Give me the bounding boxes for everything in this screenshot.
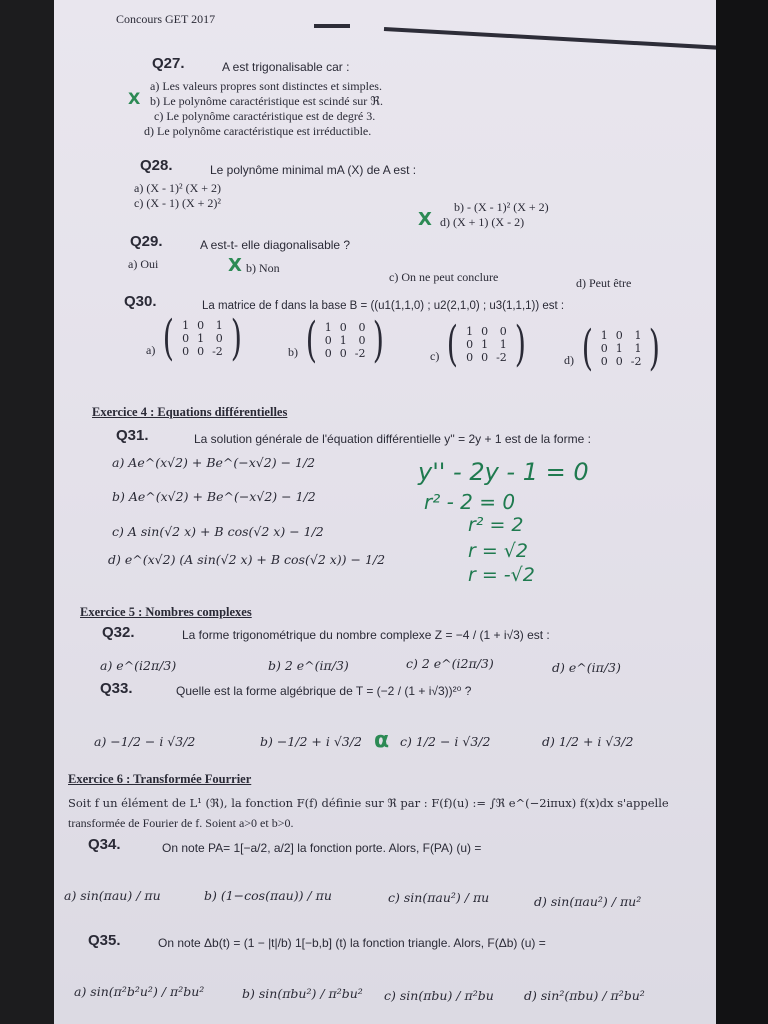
- q27-option-d: d) Le polynôme caractéristique est irréductible.: [144, 124, 372, 138]
- q28-option-a: a) (X - 1)² (X + 2): [134, 181, 221, 195]
- q27-option-c: c) Le polynôme caractéristique est de degré 3.: [154, 109, 376, 123]
- q32-option-a: a) e^(i2π/3): [100, 658, 177, 673]
- q28-question: Le polynôme minimal mA (X) de A est :: [210, 163, 417, 177]
- ex6-text-line1: Soit f un élément de L¹ (ℜ), la fonction F(f) définie sur ℜ par : F(f)(u) := ∫ℜ e^(−2iπux) f(x)dx s'appelle: [68, 796, 669, 810]
- q30-option-b: [288, 312, 388, 368]
- option-letter: b): [288, 345, 298, 359]
- section-title: Exercice 6 : Transformée Fourrier: [68, 772, 252, 786]
- q32-option-c: c) 2 e^(i2π/3): [406, 656, 494, 671]
- q35-option-c: c) sin(πbu) / π²bu: [384, 988, 494, 1003]
- q28-label: Q28.: [140, 157, 173, 174]
- section-title: Exercice 4 : Equations différentielles: [92, 405, 288, 419]
- header-rule: [384, 27, 716, 51]
- q28-option-c: c) (X - 1) (X + 2)²: [134, 196, 221, 210]
- answer-mark: X: [418, 209, 432, 230]
- q28-option-b: b) - (X - 1)² (X + 2): [454, 200, 549, 214]
- q35-option-a: a) sin(π²b²u²) / π²bu²: [74, 984, 205, 999]
- handwritten-note: r = √2: [468, 540, 529, 562]
- q30-option-c: [430, 316, 530, 372]
- q31-option-d: d) e^(x√2) (A sin(√2 x) + B cos(√2 x)) − 1/2: [108, 552, 386, 567]
- q27-question: A est trigonalisable car :: [222, 60, 350, 74]
- q28-option-d: d) (X + 1) (X - 2): [440, 215, 525, 229]
- section-title: Exercice 5 : Nombres complexes: [80, 605, 252, 619]
- q33-option-a: a) −1/2 − i √3/2: [94, 734, 196, 749]
- matrix: ( 1 0 0 0 1 0 0 0 -2 ): [305, 312, 385, 368]
- q27-label: Q27.: [152, 55, 185, 72]
- q29-option-a: a) Oui: [128, 257, 159, 271]
- q29-option-d: d) Peut être: [576, 276, 632, 290]
- option-letter: c): [430, 349, 440, 363]
- q33-option-d: d) 1/2 + i √3/2: [542, 734, 634, 749]
- q30-question: La matrice de f dans la base B = ((u1(1,1,0) ; u2(2,1,0) ; u3(1,1,1)) est :: [202, 300, 565, 312]
- q31-option-b: b) Ae^(x√2) + Be^(−x√2) − 1/2: [112, 489, 316, 504]
- handwritten-note: r = -√2: [468, 564, 535, 586]
- q34-option-b: b) (1−cos(πau)) / πu: [204, 888, 332, 903]
- matrix: ( 1 0 1 0 1 1 0 0 -2 ): [581, 320, 661, 376]
- answer-mark: X: [128, 89, 141, 108]
- q33-option-b: b) −1/2 + i √3/2: [260, 734, 362, 749]
- option-letter: d): [564, 353, 574, 367]
- q33-question: Quelle est la forme algébrique de T = (−2 / (1 + i√3))²⁰ ?: [176, 684, 472, 698]
- matrix: ( 1 0 1 0 1 0 0 0 -2 ): [163, 310, 242, 366]
- ex6-text-line2: transformée de Fourier de f. Soient a>0 et b>0.: [68, 816, 294, 830]
- q31-question: La solution générale de l'équation différentielle y'' = 2y + 1 est de la forme :: [194, 432, 591, 446]
- q29-question: A est-t- elle diagonalisable ?: [200, 238, 351, 252]
- q29-label: Q29.: [130, 233, 163, 250]
- q34-option-d: d) sin(πau²) / πu²: [534, 894, 642, 909]
- q35-question: On note Δb(t) = (1 − |t|/b) 1[−b,b] (t) la fonction triangle. Alors, F(Δb) (u) =: [158, 936, 546, 950]
- q30-label: Q30.: [124, 293, 157, 310]
- handwritten-note: y'' - 2y - 1 = 0: [418, 458, 589, 486]
- q32-label: Q32.: [102, 624, 135, 641]
- answer-mark: α: [374, 728, 390, 753]
- q32-question: La forme trigonométrique du nombre complexe Z = −4 / (1 + i√3) est :: [182, 628, 550, 642]
- q30-option-a: [146, 310, 246, 366]
- q31-option-c: c) A sin(√2 x) + B cos(√2 x) − 1/2: [112, 524, 324, 539]
- handwritten-note: r² - 2 = 0: [424, 490, 516, 514]
- q27-option-a: a) Les valeurs propres sont distinctes et simples.: [150, 79, 382, 93]
- q34-option-c: c) sin(πau²) / πu: [388, 890, 490, 905]
- q35-option-d: d) sin²(πbu) / π²bu²: [524, 988, 645, 1003]
- option-letter: a): [146, 343, 156, 357]
- q31-label: Q31.: [116, 427, 149, 444]
- q31-option-a: a) Ae^(x√2) + Be^(−x√2) − 1/2: [112, 455, 316, 470]
- q32-option-b: b) 2 e^(iπ/3): [268, 658, 349, 673]
- handwritten-note: r² = 2: [468, 514, 524, 536]
- q29-option-c: c) On ne peut conclure: [389, 270, 499, 284]
- q27-option-b: b) Le polynôme caractéristique est scindé sur ℜ.: [150, 94, 384, 108]
- answer-mark: X: [228, 255, 242, 276]
- q34-option-a: a) sin(πau) / πu: [64, 888, 161, 903]
- header-rule: [314, 24, 350, 28]
- matrix: ( 1 0 0 0 1 1 0 0 -2 ): [447, 316, 526, 372]
- exam-title: Concours GET 2017: [116, 12, 216, 26]
- q35-label: Q35.: [88, 932, 121, 949]
- q29-option-b: b) Non: [246, 261, 280, 275]
- q32-option-d: d) e^(iπ/3): [552, 660, 621, 675]
- q34-label: Q34.: [88, 836, 121, 853]
- q35-option-b: b) sin(πbu²) / π²bu²: [242, 986, 363, 1001]
- photo-background: [716, 0, 768, 1024]
- q34-question: On note PA= 1[−a/2, a/2] la fonction porte. Alors, F(PA) (u) =: [162, 841, 482, 855]
- q33-option-c: c) 1/2 − i √3/2: [400, 734, 491, 749]
- exam-sheet: [54, 0, 716, 1024]
- q33-label: Q33.: [100, 680, 133, 697]
- q30-option-d: [564, 320, 664, 376]
